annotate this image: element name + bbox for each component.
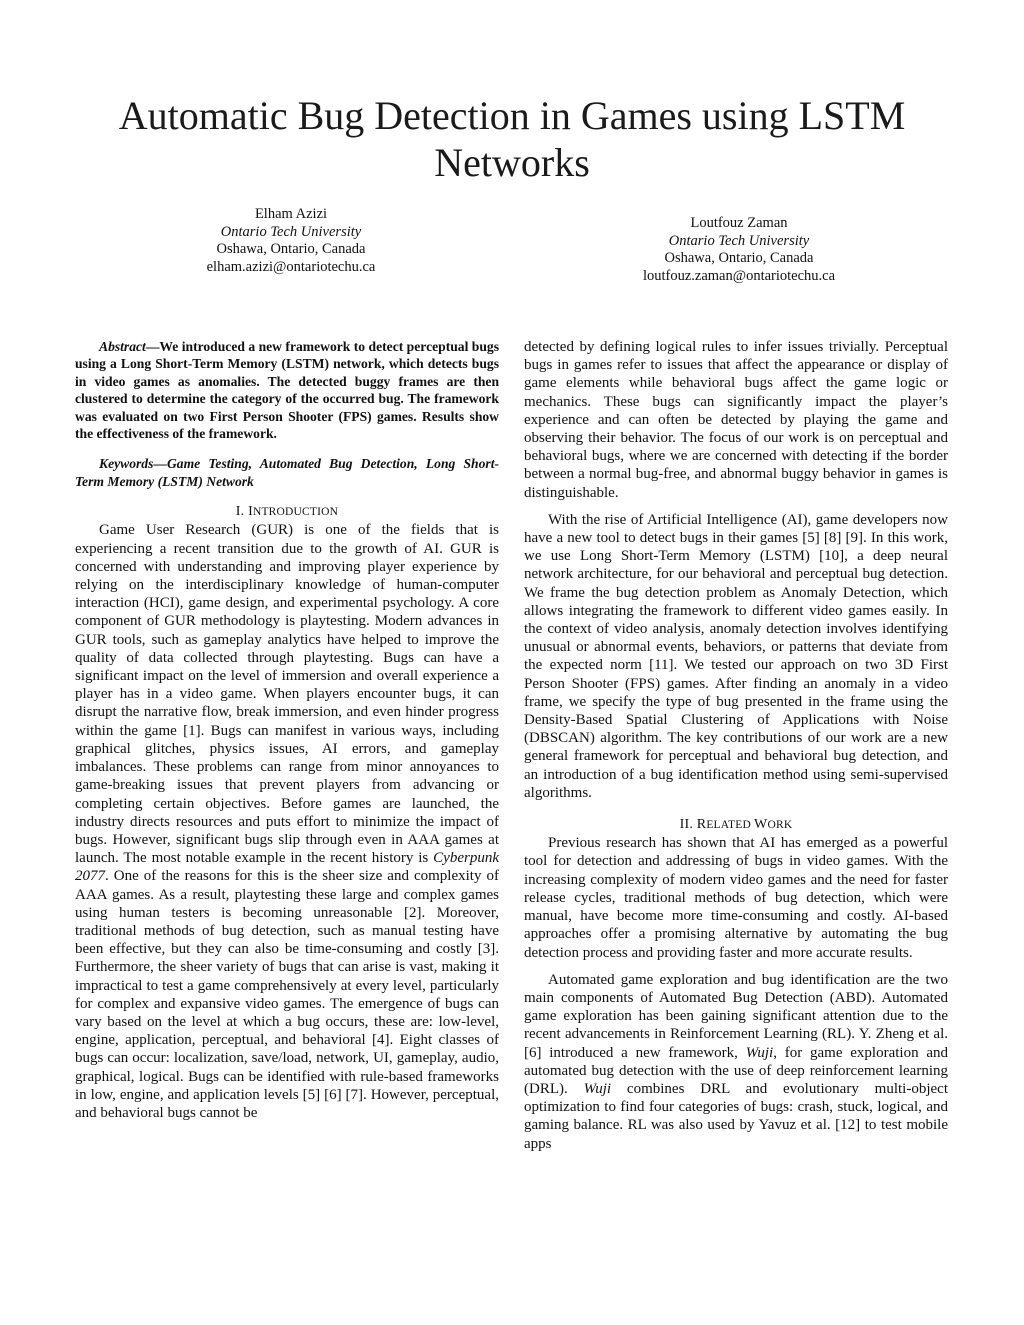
author-name: Loutfouz Zaman [690, 215, 788, 231]
left-column [75, 338, 499, 1122]
intro-text-cont: . One of the reasons for this is the sheer size and complexity of AAA games. As a result, playtesting these large and complex games using human testers is becoming unreasonable [2]. Moreover, traditional methods of bug detection, such as manual testing have been effective, but they can also be time-consuming and costly [3]. Furthermore, the sheer variety of bugs that can arise is vast, making it impractical to test a game comprehensively at every level, particularly for complex and expansive video games. The emergence of bugs can vary based on the level at which a bug occurs, these are: low-level, engine, application, perceptual, and behavioral [4]. Eight classes of bugs can occur: localization, save/load, network, UI, gameplay, audio, graphical, logical. Bugs can be identified with rule-based frameworks in low, engine, and application levels [5] [6] [7]. However, perceptual, and behavioral bugs cannot be [75, 868, 499, 1121]
abstract-dash: — [145, 339, 160, 354]
related-paragraph-2 [524, 971, 948, 1153]
author-email: elham.azizi@ontariotechu.ca [206, 258, 376, 275]
author-block-1 [131, 206, 451, 276]
keywords-label: Keywords [99, 456, 154, 472]
section-initial: I [248, 504, 253, 520]
section-number: I. [235, 504, 245, 520]
related-paragraph-1: Previous research has shown that AI has emerged as a powerful tool for detection and addressing of bugs in video games. With the increasing complexity of modern video games and the need for faster release cycles, traditional methods of bug detection, which were manual, have become more time-consuming and costly. AI-based approaches offer a promising alternative by automating the bug detection process and providing faster and more accurate results. [524, 835, 948, 961]
section-heading-related-work [524, 816, 948, 834]
framework-name-wuji: Wuji [745, 1044, 774, 1061]
author-affiliation: Ontario Tech University [220, 223, 362, 240]
section-rest-2: ORK [767, 819, 793, 832]
author-location: Oshawa, Ontario, Canada [216, 241, 366, 257]
keywords-text: Game Testing, Automated Bug Detection, Long Short-Term Memory (LSTM) Network [75, 456, 499, 489]
related-text-end: combines DRL and evolutionary multi-object optimization to find four categories of bugs: crash, stuck, logical, and gaming balance. RL was also used by Yavuz et al. [12] to test mobile apps [524, 1080, 948, 1152]
section-rest: ELATED [706, 819, 755, 832]
section-heading-introduction [75, 503, 499, 521]
section-initial: R [696, 817, 707, 833]
author-location: Oshawa, Ontario, Canada [664, 250, 814, 266]
intro-text: Game User Research (GUR) is one of the fields that is experiencing a recent transition due to the growth of AI. GUR is concerned with understanding and improving player experience by relying on the interdisciplinary knowledge of human-computer interaction (HCI), game design, and experimental psychology. A core component of GUR methodology is playtesting. Modern advances in GUR tools, such as gameplay analytics have helped to improve the quality of data collected through playtesting. Bugs can have a significant impact on the level of immersion and overall experience a player has in a video game. When players encounter bugs, it can disrupt the narrative flow, break immersion, and even hinder progress within the game [1]. Bugs can manifest in various ways, including graphical glitches, physics issues, AI errors, and gameplay imbalances. These problems can range from minor annoyances to game-breaking issues that prevent players from advancing or completing certain objectives. Before games are launched, the industry directs resources and puts effort to minimize the impact of bugs. However, significant bugs slip through even in AAA games at launch. The most notable example in the recent history is [75, 522, 499, 867]
paper-title: Automatic Bug Detection in Games using LSTM Networks [118, 93, 906, 185]
section-number: II. [679, 817, 694, 833]
related-text-cont: , for game exploration and automated bug detection with the use of deep reinforcement learning (DRL). [524, 1044, 948, 1097]
author-email: loutfouz.zaman@ontariotechu.ca [642, 267, 836, 284]
framework-name-wuji-2: Wuji [583, 1080, 612, 1097]
abstract [75, 338, 499, 442]
author-affiliation: Ontario Tech University [668, 232, 810, 249]
abstract-text: We introduced a new framework to detect perceptual bugs using a Long Short-Term Memory (LSTM) network, which detects bugs in video games as anomalies. The detected buggy frames are then clustered to determine the category of the occurred bug. The framework was evaluated on two First Person Shooter (FPS) games. Results show the effectiveness of the framework. [75, 339, 499, 442]
keywords-dash: — [153, 456, 167, 472]
abstract-label: Abstract [99, 339, 146, 354]
related-text: Automated game exploration and bug identification are the two main components of Automated Bug Detection (ABD). Automated game exploration has been gaining significant attention due to the recent advancements in Reinforcement Learning (RL). Y. Zheng et al. [6] introduced a new framework, [524, 971, 948, 1061]
right-column [524, 338, 948, 1153]
intro-paragraph-continued: detected by defining logical rules to infer issues trivially. Perceptual bugs in games refer to issues that affect the appearance or display of game elements while behavioral bugs affect the game logic or mechanics. These bugs can significantly impact the player’s experience and can often be detected by playing the game and observing their behavior. The focus of our work is on perceptual and behavioral bugs, where we are concerned with detecting if the border between a normal bug-free, and abnormal buggy behavior in games is distinguishable. [524, 339, 948, 501]
intro-paragraph-1 [75, 521, 499, 1122]
author-name: Elham Azizi [254, 206, 328, 222]
game-title-cyberpunk: Cyberpunk 2077 [75, 850, 499, 885]
author-block-2 [579, 215, 899, 285]
section-rest: NTRODUCTION [252, 506, 339, 519]
section-initial-2: W [754, 817, 768, 833]
intro-paragraph-2: With the rise of Artificial Intelligence (AI), game developers now have a new tool to detect bugs in their games [5] [8] [9]. In this work, we use Long Short-Term Memory (LSTM) [10], a deep neural network architecture, for our behavioral and perceptual bug detection. We frame the bug detection problem as Anomaly Detection, which allows integrating the framework to different video games easily. In the context of video analysis, anomaly detection involves identifying unusual or abnormal events, behaviors, or patterns that deviate from the expected norm [11]. We tested our approach on two 3D First Person Shooter (FPS) games. After finding an anomaly in a video frame, we specify the type of bug presented in the frame using the Density-Based Spatial Clustering of Applications with Noise (DBSCAN) algorithm. The key contributions of our work are a new general framework for perceptual and behavioral bug detection, and an introduction of a bug identification method using semi-supervised algorithms. [524, 511, 948, 801]
keywords [75, 455, 499, 490]
